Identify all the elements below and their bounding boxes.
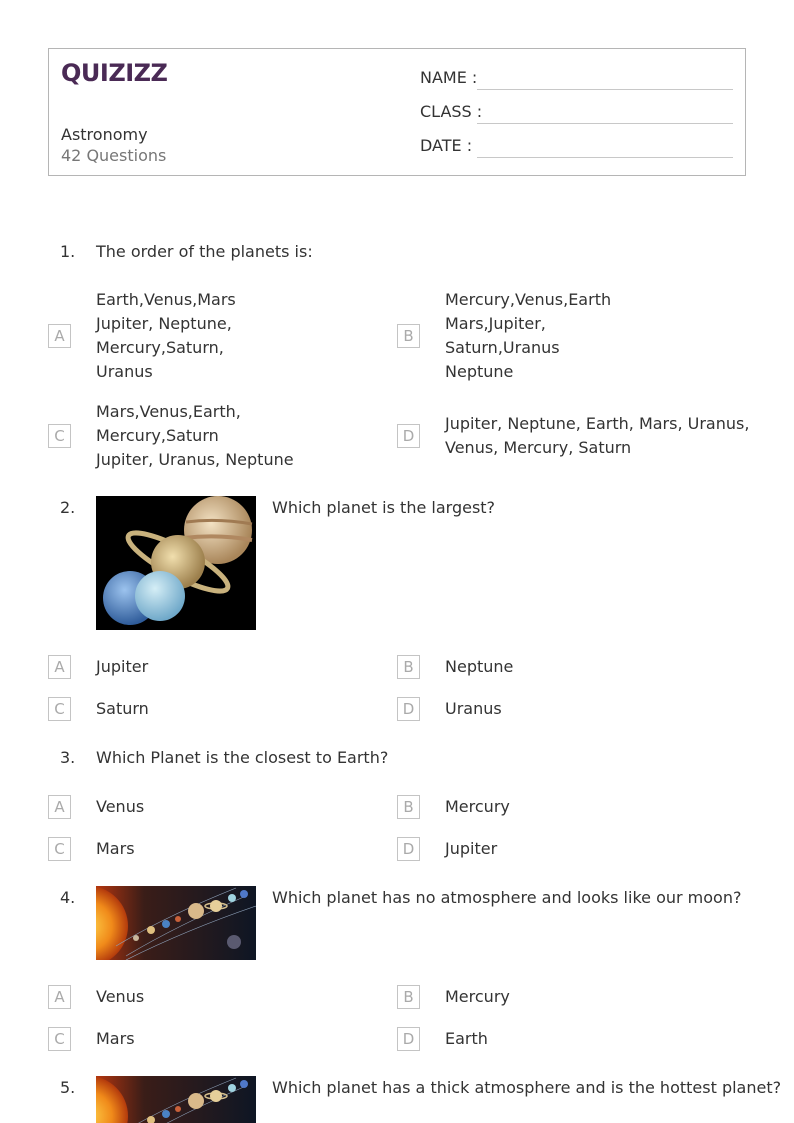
question-text: The order of the planets is: (96, 242, 313, 261)
class-label: CLASS : (420, 102, 483, 121)
option-letter: A (48, 324, 71, 348)
option-text: Mercury,Venus,Earth Mars,Jupiter, Saturn,Uranus Neptune (445, 290, 612, 381)
date-line (477, 157, 733, 158)
option-letter: B (397, 324, 420, 348)
option-letter: C (48, 1027, 71, 1051)
option-letter: C (48, 424, 71, 448)
question-text: Which planet has a thick atmosphere and is the hottest planet? (272, 1078, 782, 1097)
option-text: Earth (445, 1029, 488, 1048)
quizizz-logo: QUIZIZZ (61, 59, 168, 87)
option-text: Jupiter (445, 839, 498, 858)
option-text: Neptune (445, 657, 514, 676)
option-letter: C (48, 837, 71, 861)
name-label: NAME : (420, 68, 478, 87)
option-text: Mercury (445, 987, 510, 1006)
option-text: Venus (96, 797, 145, 816)
option-text: Mars (96, 839, 135, 858)
option-text: Jupiter, Neptune, Earth, Mars, Uranus, Venus, Mercury, Saturn (445, 414, 750, 457)
option-letter: B (397, 795, 420, 819)
option-text: Mercury (445, 797, 510, 816)
class-line (477, 123, 733, 124)
question-number: 3. (60, 748, 76, 767)
question-text: Which planet is the largest? (272, 498, 496, 517)
option-letter: D (397, 424, 420, 448)
option-text: Jupiter (96, 657, 149, 676)
question-number: 5. (60, 1078, 76, 1097)
option-text: Earth,Venus,Mars Jupiter, Neptune, Mercury,Saturn, Uranus (96, 290, 236, 381)
option-text: Uranus (445, 699, 502, 718)
question-count: 42 Questions (61, 146, 167, 165)
option-text: Mars (96, 1029, 135, 1048)
solar-system-image (96, 886, 256, 960)
option-letter: D (397, 837, 420, 861)
question-number: 2. (60, 498, 76, 517)
option-letter: D (397, 1027, 420, 1051)
question-number: 1. (60, 242, 76, 261)
option-letter: A (48, 795, 71, 819)
option-letter: A (48, 655, 71, 679)
option-letter: C (48, 697, 71, 721)
worksheet-header (48, 48, 746, 176)
name-line (477, 89, 733, 90)
question-number: 4. (60, 888, 76, 907)
option-letter: B (397, 985, 420, 1009)
gas-giants-image (96, 496, 256, 630)
worksheet-title: Astronomy (61, 125, 148, 144)
solar-system-image (96, 1076, 256, 1123)
question-text: Which Planet is the closest to Earth? (96, 748, 389, 767)
date-label: DATE : (420, 136, 473, 155)
option-letter: A (48, 985, 71, 1009)
option-text: Mars,Venus,Earth, Mercury,Saturn Jupiter, Uranus, Neptune (96, 402, 294, 469)
option-text: Saturn (96, 699, 149, 718)
question-text: Which planet has no atmosphere and looks like our moon? (272, 888, 742, 907)
option-letter: D (397, 697, 420, 721)
option-letter: B (397, 655, 420, 679)
option-text: Venus (96, 987, 145, 1006)
